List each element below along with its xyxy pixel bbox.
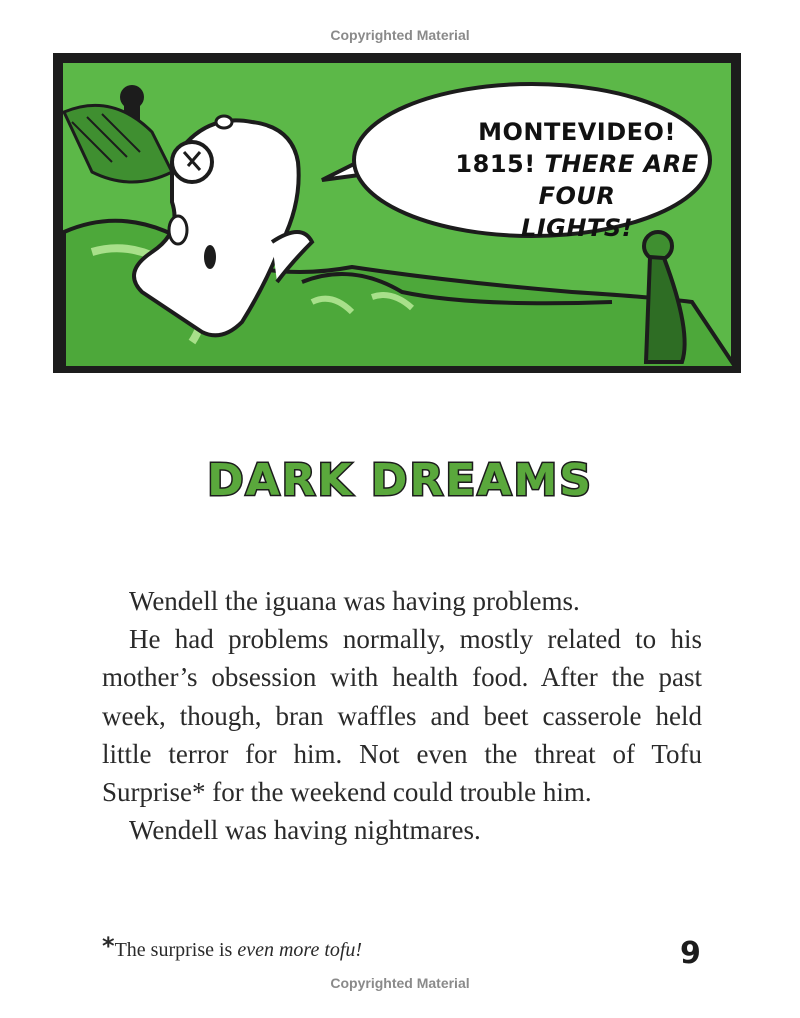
paragraph-3: Wendell was having nightmares. [129, 815, 481, 846]
watermark-top: Copyrighted Material [330, 27, 470, 43]
bubble-line-2a: 1815! [455, 150, 536, 178]
bubble-line-2 [422, 148, 732, 212]
comic-panel [52, 52, 742, 374]
footnote-text: The surprise is [114, 939, 238, 961]
bubble-line-3: LIGHTS! [520, 214, 634, 242]
bubble-line-1: MONTEVIDEO! [478, 118, 676, 146]
footnote-asterisk: * [102, 932, 115, 960]
page-number: 9 [680, 936, 701, 971]
watermark-bottom: Copyrighted Material [330, 975, 470, 991]
speech-bubble-text [422, 116, 732, 244]
body-text [102, 582, 702, 849]
paragraph-1: Wendell the iguana was having problems. [129, 586, 580, 616]
footnote [102, 932, 362, 962]
footnote-emphasis: even more tofu! [237, 939, 363, 961]
chapter-title: DARK DREAMS [207, 455, 593, 506]
paragraph-2: He had problems normally, mostly related to his mother’s obsession with health food. After the past week, though, bran waffles and beet casserole held little terror for him. Not even the threat of Tofu Surprise* for the weekend could trouble him. [102, 624, 702, 808]
bubble-line-2b: THERE ARE FOUR [538, 150, 699, 210]
